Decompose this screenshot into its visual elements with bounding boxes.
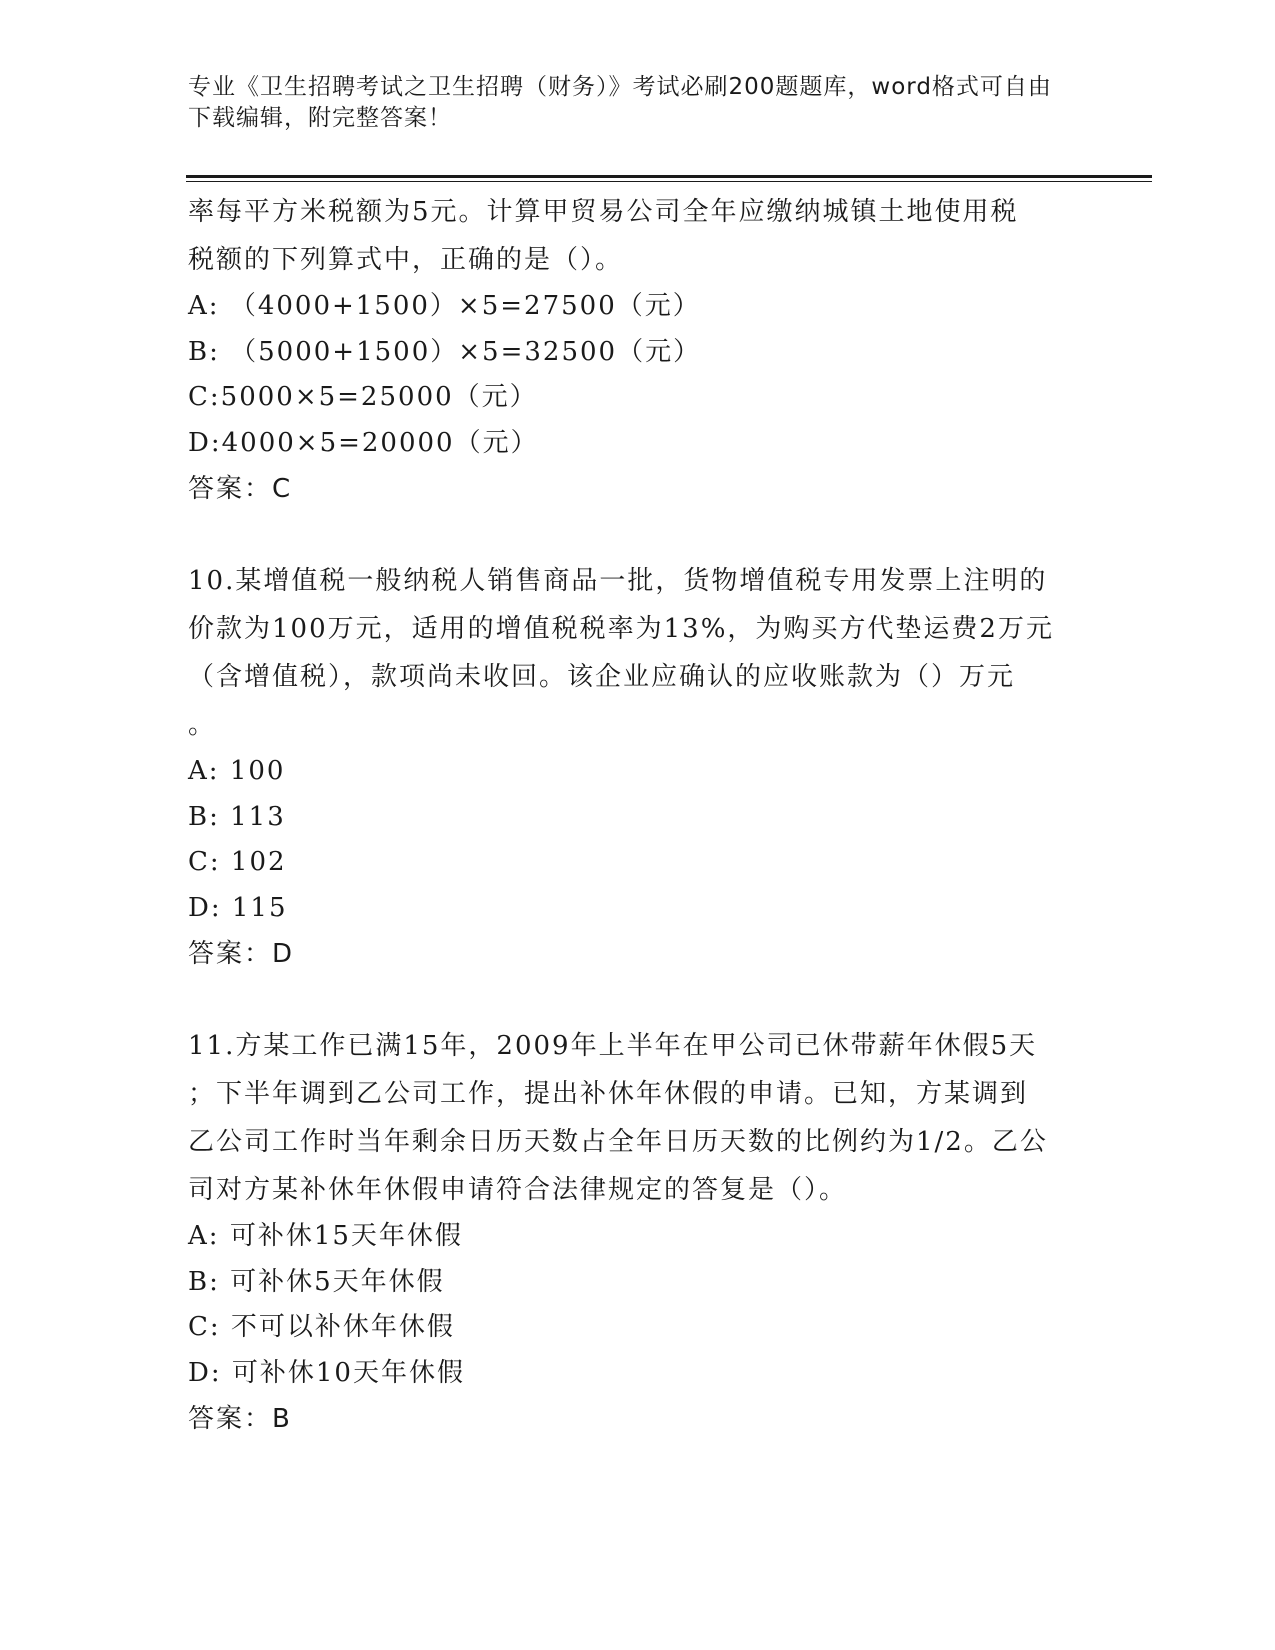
option-label: A:: [188, 291, 220, 321]
option-text: 100: [229, 756, 286, 786]
option-label: D:: [188, 1357, 222, 1388]
option-text: （5000+1500）×5=32500（元）: [230, 336, 702, 367]
option-text: 113: [230, 801, 286, 832]
question-9-tail: [188, 188, 1088, 512]
option-label: B:: [188, 801, 220, 832]
answer-label: 答案：: [188, 1404, 273, 1434]
option-d: [188, 421, 1088, 467]
question-spacer: [188, 512, 1088, 557]
option-text: 可补休5天年休假: [230, 1266, 445, 1297]
option-label: B:: [188, 1266, 220, 1297]
document-header: 专业《卫生招聘考试之卫生招聘（财务）》考试必刷200题题库，word格式可自由下载编辑，附完整答案！: [188, 74, 1052, 131]
question-stem-line: 司对方某补休年休假申请符合法律规定的答复是（）。: [188, 1175, 848, 1205]
option-d: [188, 1351, 1088, 1397]
option-text: 102: [230, 847, 287, 877]
question-stem-line: （含增值税），款项尚未收回。该企业应确认的应收账款为（）万元: [188, 662, 1016, 692]
option-b: [188, 795, 1088, 841]
question-list: [188, 188, 1088, 1442]
question-10: [188, 557, 1088, 977]
option-label: D:: [188, 427, 222, 458]
question-stem-line: 10.某增值税一般纳税人销售商品一批，货物增值税专用发票上注明的: [188, 566, 1048, 596]
option-d: [188, 886, 1088, 932]
answer-label: 答案：: [188, 474, 273, 504]
question-stem-line: 税额的下列算式中，正确的是（）。: [188, 245, 624, 275]
question-stem-line: 11.方某工作已满15年，2009年上半年在甲公司已休带薪年休假5天: [188, 1031, 1038, 1061]
header-rule-thick: [186, 175, 1152, 178]
option-label: C:: [188, 847, 221, 877]
option-a: [188, 1214, 1088, 1260]
option-b: [188, 1260, 1088, 1306]
answer-line: [188, 466, 1088, 512]
question-stem-line: 。: [188, 710, 217, 740]
option-c: [188, 375, 1088, 421]
option-label: B:: [188, 336, 220, 367]
question-stem-line: 率每平方米税额为5元。计算甲贸易公司全年应缴纳城镇土地使用税: [188, 197, 1019, 227]
option-c: [188, 1305, 1088, 1351]
option-text: 4000×5=20000（元）: [221, 427, 539, 458]
option-text: 可补休10天年休假: [231, 1357, 465, 1388]
answer-value: B: [272, 1404, 292, 1434]
option-text: 5000×5=25000（元）: [220, 382, 538, 412]
header-rule-thin: [186, 181, 1152, 182]
question-11: [188, 1022, 1088, 1442]
answer-label: 答案：: [188, 939, 273, 969]
option-label: A:: [188, 756, 220, 786]
option-label: A:: [188, 1221, 220, 1251]
answer-value: D: [272, 939, 295, 969]
option-b: [188, 330, 1088, 376]
question-stem-line: ；下半年调到乙公司工作，提出补休年休假的申请。已知，方某调到: [188, 1079, 1029, 1109]
question-spacer: [188, 977, 1088, 1022]
option-text: （4000+1500）×5=27500（元）: [229, 291, 701, 321]
option-label: C:: [188, 382, 221, 412]
answer-line: [188, 1396, 1088, 1442]
option-c: [188, 840, 1088, 886]
option-a: [188, 284, 1088, 330]
answer-value: C: [272, 474, 293, 504]
question-stem-line: 价款为100万元，适用的增值税税率为13%，为购买方代垫运费2万元: [188, 614, 1054, 644]
option-a: [188, 749, 1088, 795]
option-text: 115: [231, 892, 288, 923]
option-label: C:: [188, 1312, 221, 1342]
question-stem-line: 乙公司工作时当年剩余日历天数占全年日历天数的比例约为1/2。乙公: [188, 1127, 1048, 1157]
answer-line: [188, 931, 1088, 977]
option-text: 不可以补休年休假: [230, 1312, 455, 1342]
option-label: D:: [188, 892, 222, 923]
option-text: 可补休15天年休假: [229, 1221, 463, 1251]
